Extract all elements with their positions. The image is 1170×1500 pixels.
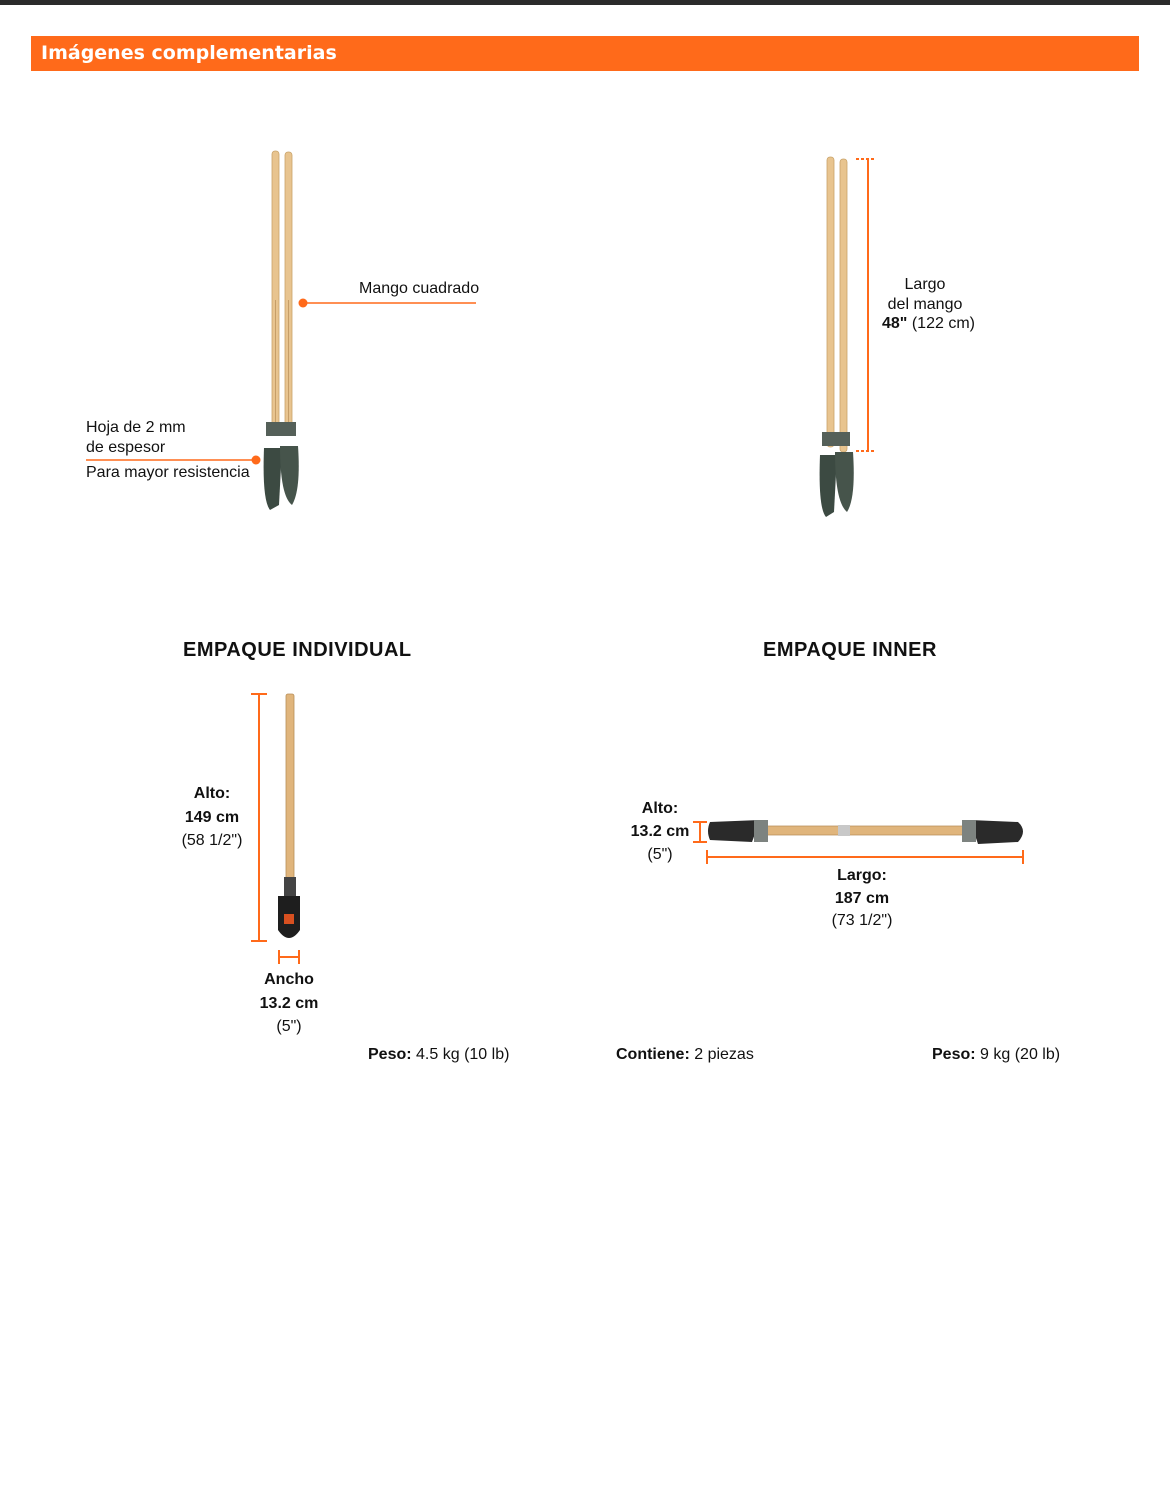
handle-length-metric: (122 cm) <box>911 315 975 332</box>
blade-callout-title-line2: de espesor <box>86 439 166 456</box>
blade-callout-dot <box>252 456 261 465</box>
inner-package-heading: EMPAQUE INNER <box>763 639 937 661</box>
inner-length-value: 187 cm <box>834 890 890 907</box>
post-hole-digger-front-image <box>264 151 299 510</box>
handle-length-value: 48" <box>882 315 908 332</box>
individual-weight-label: Peso: <box>368 1046 412 1063</box>
individual-package-image <box>278 694 300 938</box>
inner-weight-value: 9 kg (20 lb) <box>980 1046 1061 1063</box>
blade-callout-title-line1: Hoja de 2 mm <box>86 419 186 436</box>
inner-height-label: Alto: <box>641 800 679 817</box>
individual-width-value: 13.2 cm <box>259 995 319 1012</box>
inner-height-inches: (5") <box>647 846 673 863</box>
inner-contents-label: Contiene: <box>616 1046 690 1063</box>
handle-callout-text: Mango cuadrado <box>359 280 480 297</box>
post-hole-digger-length-image <box>820 157 854 517</box>
inner-length-dimension <box>707 850 1023 864</box>
inner-length-inches: (73 1/2") <box>831 912 893 929</box>
section-header: Imágenes complementarias <box>31 36 1139 71</box>
blade-callout-subtitle: Para mayor resistencia <box>86 464 250 481</box>
individual-height-inches: (58 1/2") <box>181 832 243 849</box>
handle-length-line1: Largo <box>904 276 946 293</box>
individual-height-value: 149 cm <box>184 809 240 826</box>
inner-height-value: 13.2 cm <box>630 823 690 840</box>
inner-length-label: Largo: <box>837 867 887 884</box>
individual-package-heading: EMPAQUE INDIVIDUAL <box>183 639 412 661</box>
handle-callout-dot <box>299 299 308 308</box>
individual-height-dimension <box>251 694 267 941</box>
handle-length-line2: del mango <box>887 296 963 313</box>
handle-length-dimension <box>856 159 874 451</box>
individual-width-label: Ancho <box>264 971 314 988</box>
individual-width-dimension <box>279 950 299 964</box>
individual-weight-value: 4.5 kg (10 lb) <box>416 1046 510 1063</box>
inner-package-image <box>708 820 1023 844</box>
inner-contents-value: 2 piezas <box>694 1046 754 1063</box>
individual-height-label: Alto: <box>193 785 231 802</box>
individual-width-inches: (5") <box>276 1018 302 1035</box>
inner-weight-label: Peso: <box>932 1046 976 1063</box>
